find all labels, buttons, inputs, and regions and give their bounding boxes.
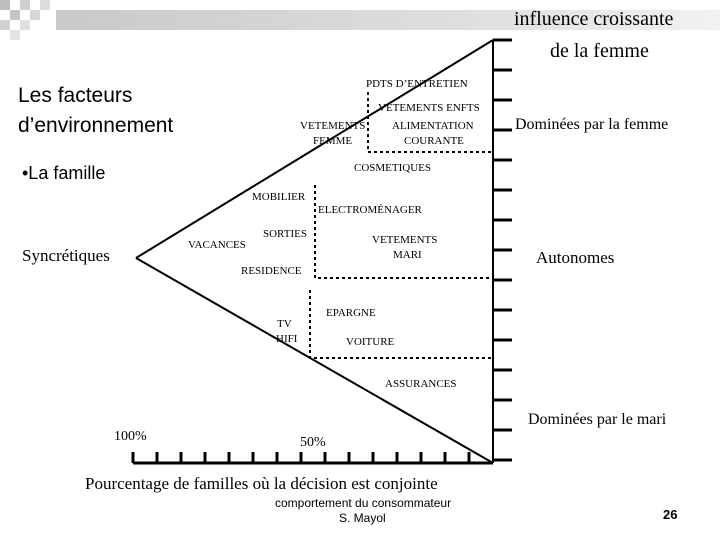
item-epargne: EPARGNE — [326, 307, 376, 319]
item-vetements-femme-line2: FEMME — [313, 135, 353, 147]
item-pdts-entretien: PDTS D’ENTRETIEN — [366, 78, 468, 90]
footer-course: comportement du consommateur — [275, 496, 452, 510]
axis-top-label-line1: influence croissante — [514, 8, 674, 30]
y-axis-ticks — [493, 40, 512, 460]
zone-label-female: Dominées par la femme — [515, 116, 669, 133]
male-dominated-boundary — [310, 290, 493, 358]
item-alimentation-line1: ALIMENTATION — [392, 120, 474, 132]
item-tv-line2: HIFI — [276, 333, 298, 345]
item-assurances: ASSURANCES — [385, 378, 457, 390]
x-axis-title: Pourcentage de familles où la décision est conjointe — [85, 474, 438, 493]
zone-label-syncratic: Syncrétiques — [22, 246, 110, 265]
item-mobilier: MOBILIER — [252, 191, 306, 203]
footer-author: S. Mayol — [339, 511, 386, 525]
item-vetements-enfts: VETEMENTS ENFTS — [378, 102, 480, 114]
item-sorties: SORTIES — [263, 228, 307, 240]
x-axis-label-100: 100% — [114, 429, 147, 444]
triangle-lower-edge — [136, 258, 493, 463]
item-vetements-mari-line1: VETEMENTS — [372, 234, 438, 246]
item-vetements-mari-line2: MARI — [393, 249, 422, 261]
item-electromenager: ELECTROMÉNAGER — [318, 204, 422, 216]
x-axis-ticks — [133, 452, 469, 463]
item-cosmetiques: COSMETIQUES — [354, 162, 432, 174]
bullet-family: •La famille — [22, 163, 106, 183]
item-vetements-femme-line1: VETEMENTS — [300, 120, 366, 132]
zone-label-male: Dominées par le mari — [528, 411, 667, 428]
zone-label-autonomous: Autonomes — [536, 248, 615, 267]
item-voiture: VOITURE — [346, 336, 395, 348]
item-residence: RESIDENCE — [241, 265, 302, 277]
item-vacances: VACANCES — [188, 239, 246, 251]
page-number: 26 — [663, 507, 678, 522]
x-axis-label-50: 50% — [300, 435, 326, 450]
autonomous-region-boundary — [315, 185, 493, 278]
slide-title-line2: d’environnement — [18, 114, 174, 137]
item-tv-line1: TV — [277, 318, 292, 330]
slide-title-line1: Les facteurs — [18, 84, 133, 107]
triangle-upper-edge — [136, 40, 493, 258]
axis-top-label-line2: de la femme — [550, 40, 649, 62]
item-alimentation-line2: COURANTE — [404, 135, 464, 147]
